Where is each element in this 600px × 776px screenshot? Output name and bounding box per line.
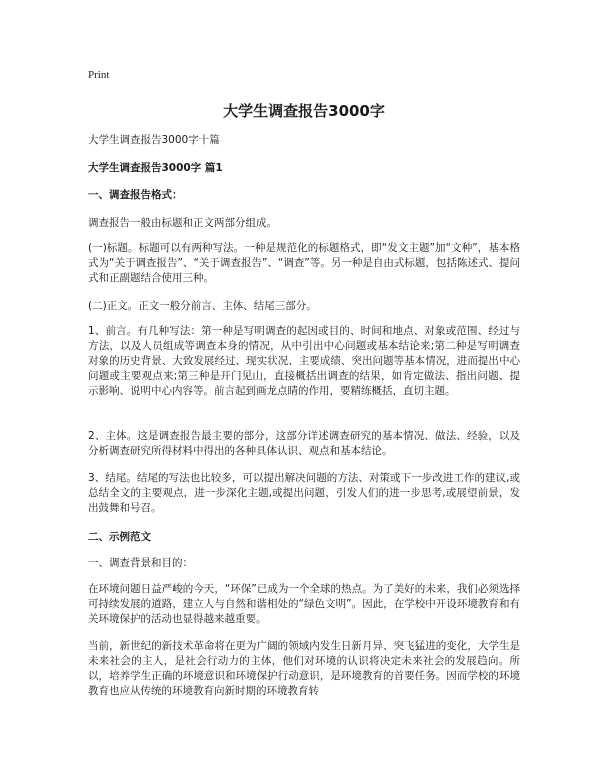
section-heading-format: 一、调查报告格式：: [88, 189, 183, 201]
paragraph-title-format: (一)标题。标题可以有两种写法。一种是规范化的标题格式，即“发文主题”加“文种”，基本格式为“关于调查报告”、“关于调查报告”、“调查”等。另一种是自由式标题，包括陈述式、提问式和正副题结合使用三种。: [88, 242, 520, 284]
paragraph-main: 2、主体。这是调查报告最主要的部分，这部分详述调查研究的基本情况、做法、经验，以及分析调查研究所得材料中得出的各种具体认识、观点和基本结论。: [88, 430, 520, 457]
subtitle: 大学生调查报告3000字十篇: [88, 134, 220, 146]
print-label: Print: [88, 69, 110, 81]
article-heading: 大学生调查报告3000字 篇1: [88, 162, 223, 174]
paragraph-environment-2: 当前，新世纪的新技术革命将在更为广阔的领域内发生日新月异、突飞猛进的变化，大学生是未来社会的主人，是社会行动力的主体，他们对环境的认识将决定未来社会的发展趋向。所以，培养学生正确的环境意识和环境保护行动意识，是环境教育的首要任务。因而学校的环境教育也应从传统的环境教育向新时期的环境教育转: [88, 640, 520, 697]
paragraph-background: 一、调查背景和目的：: [88, 557, 193, 569]
paragraph-ending: 3、结尾。结尾的写法也比较多，可以提出解决问题的方法、对策或下一步改进工作的建议,或总结全文的主要观点，进一步深化主题,或提出问题，引发人们的进一步思考,或展望前景，发出鼓舞和号召。: [88, 472, 520, 514]
paragraph-body-format: (二)正文。正文一般分前言、主体、结尾三部分。: [88, 300, 317, 312]
section-heading-example: 二、示例范文: [88, 531, 151, 543]
paragraph-intro: 调查报告一般由标题和正文两部分组成。: [88, 217, 277, 229]
paragraph-environment-1: 在环境问题日益严峻的今天，“环保”已成为一个全球的热点。为了美好的未来，我们必须选择可持续发展的道路，建立人与自然和谐相处的“绿色文明”。因此，在学校中开设环境教育和有关环境保护的活动也显得越来越重要。: [88, 583, 520, 625]
document-title: 大学生调查报告3000字: [223, 102, 385, 120]
paragraph-preface: 1、前言。有几种写法：第一种是写明调查的起因或目的、时间和地点、对象或范围、经过与方法，以及人员组成等调查本身的情况，从中引出中心问题或基本结论来;第二种是写明调查对象的历史背景、大致发展经过、现实状况、主要成绩、突出问题等基本情况，进而提出中心问题或主要观点来;第三种是开门见山，直接概括出调查的结果，如肯定做法、指出问题、提示影响、说明中心内容等。前言起到画龙点睛的作用，要精练概括，直切主题。: [88, 325, 520, 397]
